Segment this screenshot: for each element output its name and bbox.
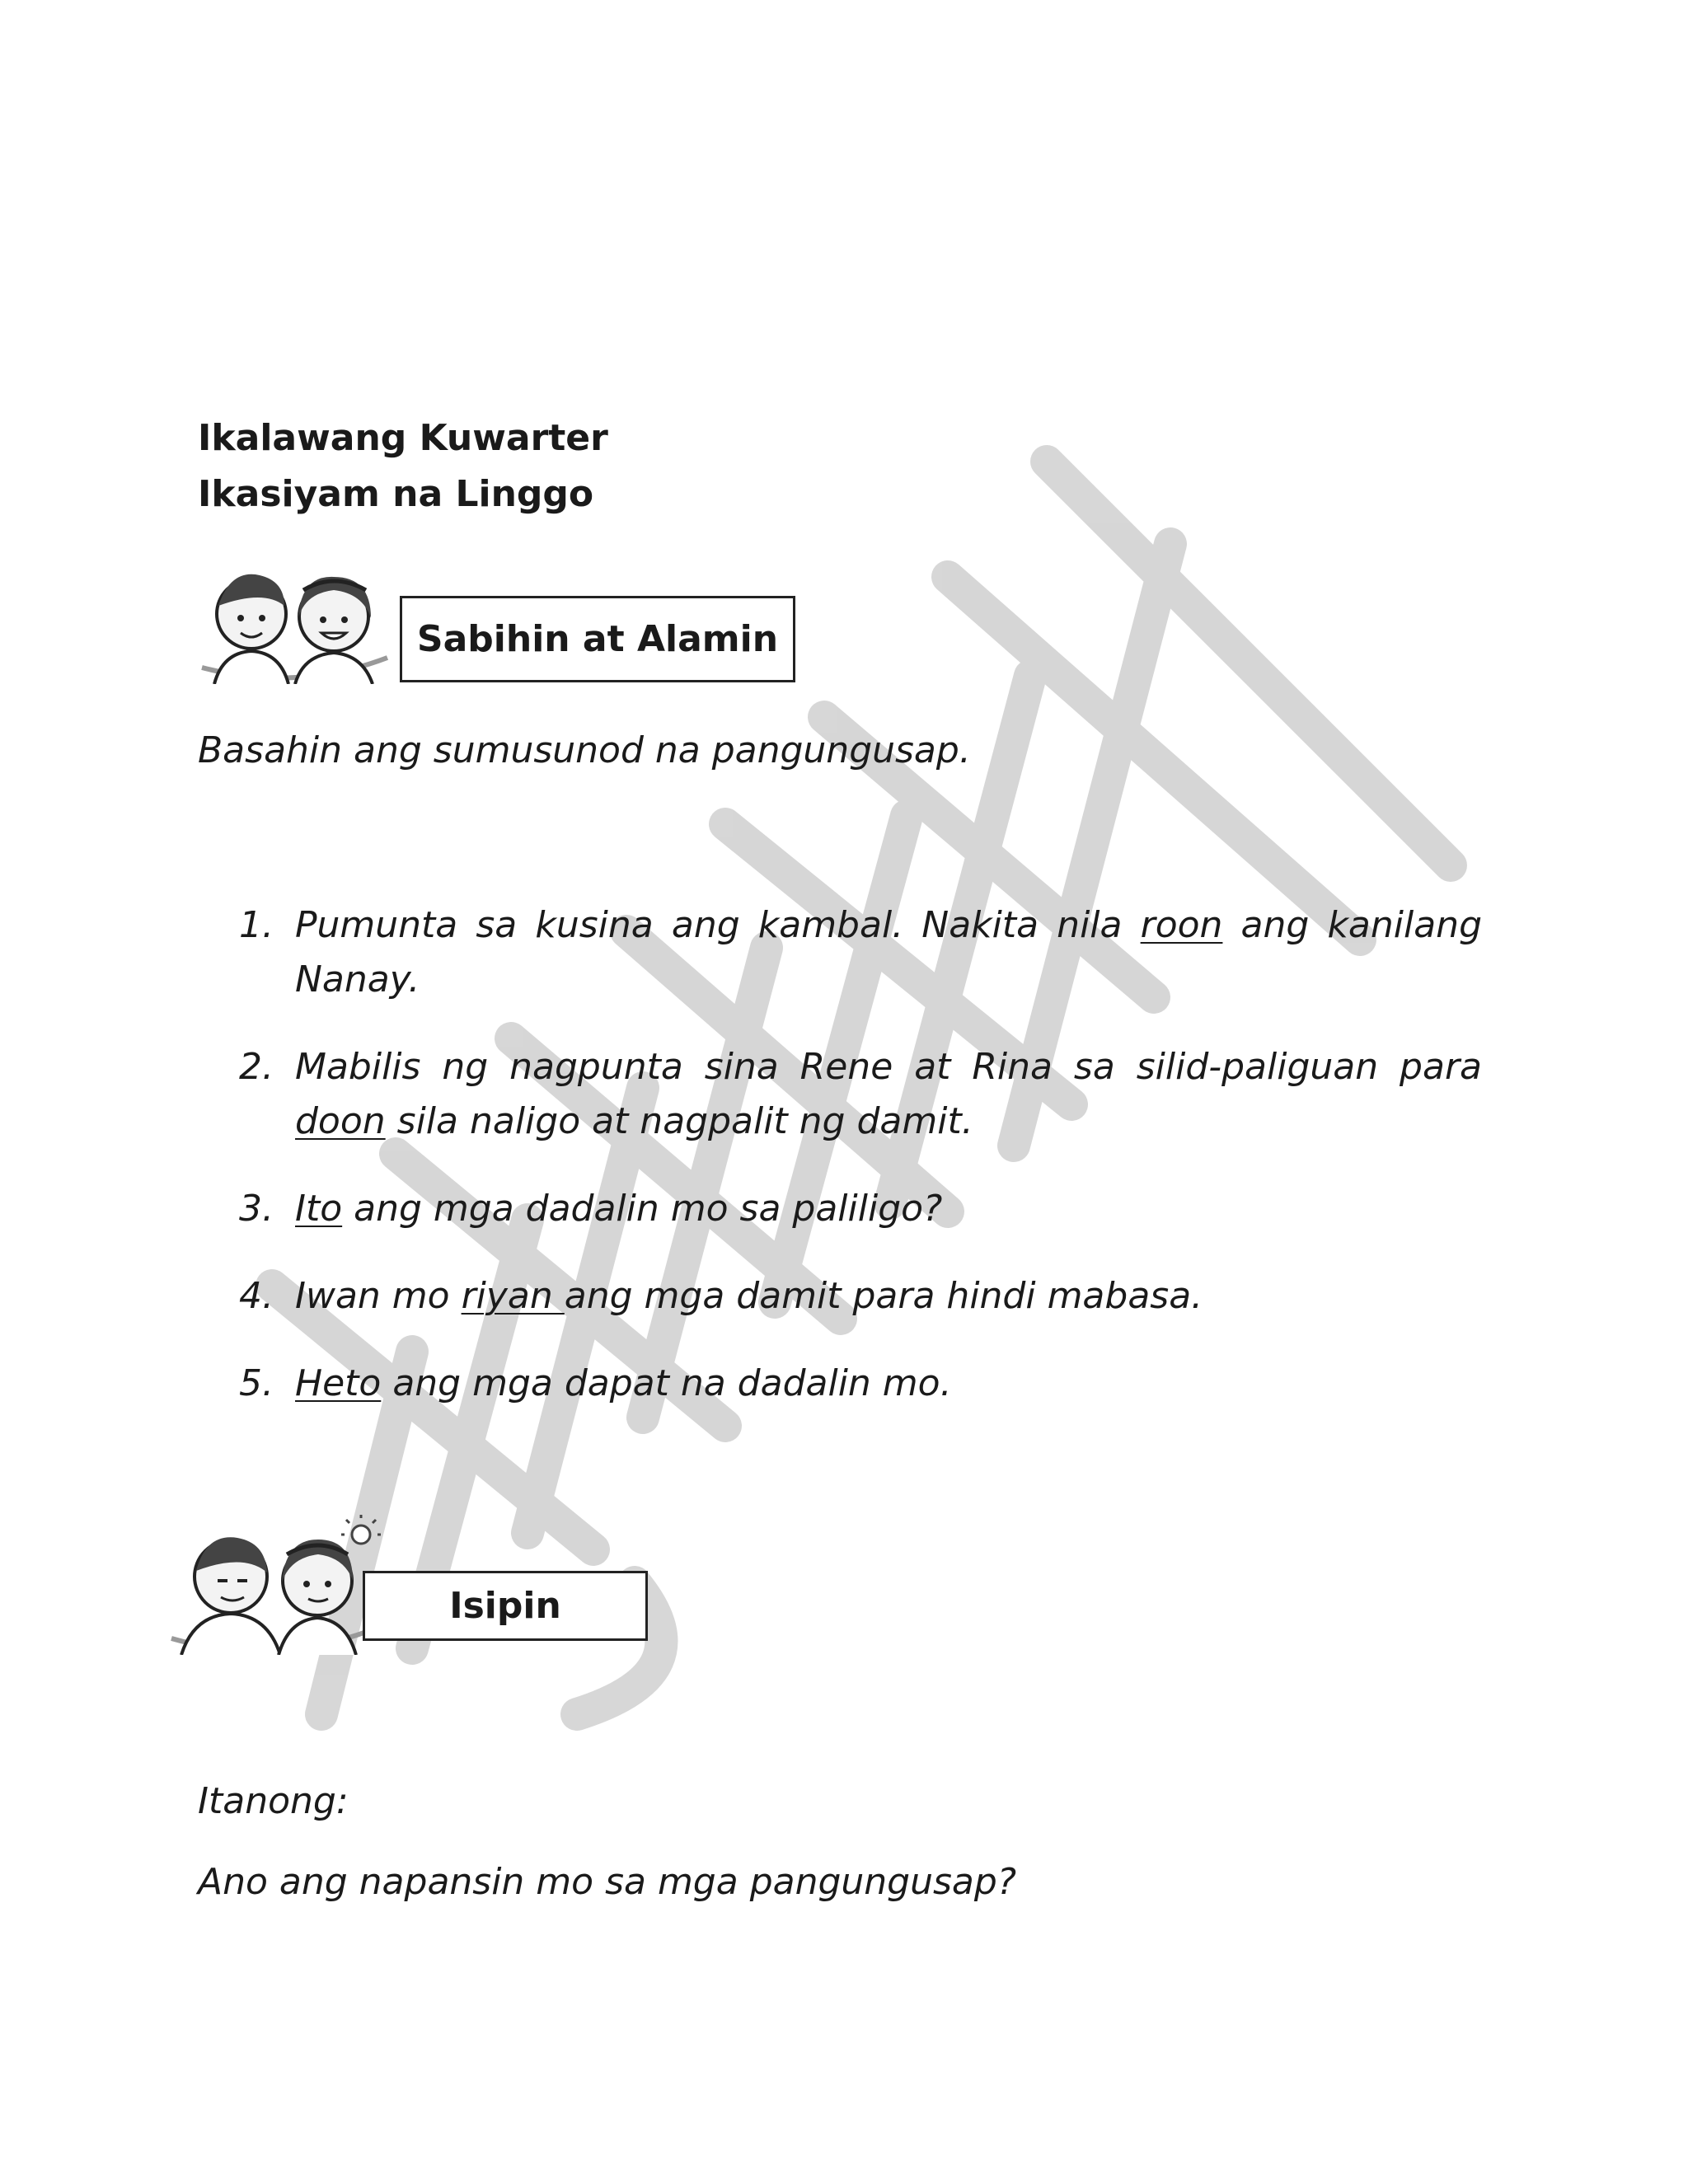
list-item [239,898,1482,1007]
section-title-box [400,596,795,682]
item-text-post: ang mga dapat na dadalin mo. [381,1362,952,1404]
week-heading: Ikasiyam na Linggo [198,473,594,515]
talking-children-icon [198,560,396,684]
question-text: Ano ang napansin mo sa mga pangungusap? [198,1861,1017,1903]
section-title: Sabihin at Alamin [416,618,779,660]
underlined-word: roon [1140,904,1223,946]
item-text-pre: Mabilis ng nagpunta sina Rene at Rina sa silid-paliguan para [295,1046,1482,1088]
question-label: Itanong: [198,1780,349,1822]
item-number: 1. [239,904,274,946]
list-item [239,1040,1482,1149]
list-item [239,1357,1482,1411]
underlined-word: Ito [295,1188,343,1230]
section-title-box [363,1571,648,1641]
quarter-heading: Ikalawang Kuwarter [198,417,608,459]
list-item [239,1182,1482,1236]
section-title: Isipin [449,1585,561,1627]
underlined-word: riyan [461,1275,565,1317]
thinking-children-icon [165,1515,387,1655]
item-text-pre: Iwan mo [295,1275,462,1317]
underlined-word: Heto [295,1362,382,1404]
underlined-word: doon [295,1100,386,1142]
item-number: 4. [239,1275,274,1317]
instruction-text: Basahin ang sumusunod na pangungusap. [198,729,971,771]
item-number: 2. [239,1046,274,1088]
item-text-post: ang mga dadalin mo sa paliligo? [342,1188,943,1230]
item-text-post: ang kanilang Nanay. [295,904,1483,1001]
item-text-post: ang mga damit para hindi mabasa. [564,1275,1203,1317]
sentence-list [239,898,1482,1444]
item-number: 3. [239,1188,274,1230]
item-number: 5. [239,1362,274,1404]
item-text-post: sila naligo at nagpalit ng damit. [385,1100,973,1142]
list-item [239,1269,1482,1324]
item-text-pre: Pumunta sa kusina ang kambal. Nakita nila [295,904,1141,946]
